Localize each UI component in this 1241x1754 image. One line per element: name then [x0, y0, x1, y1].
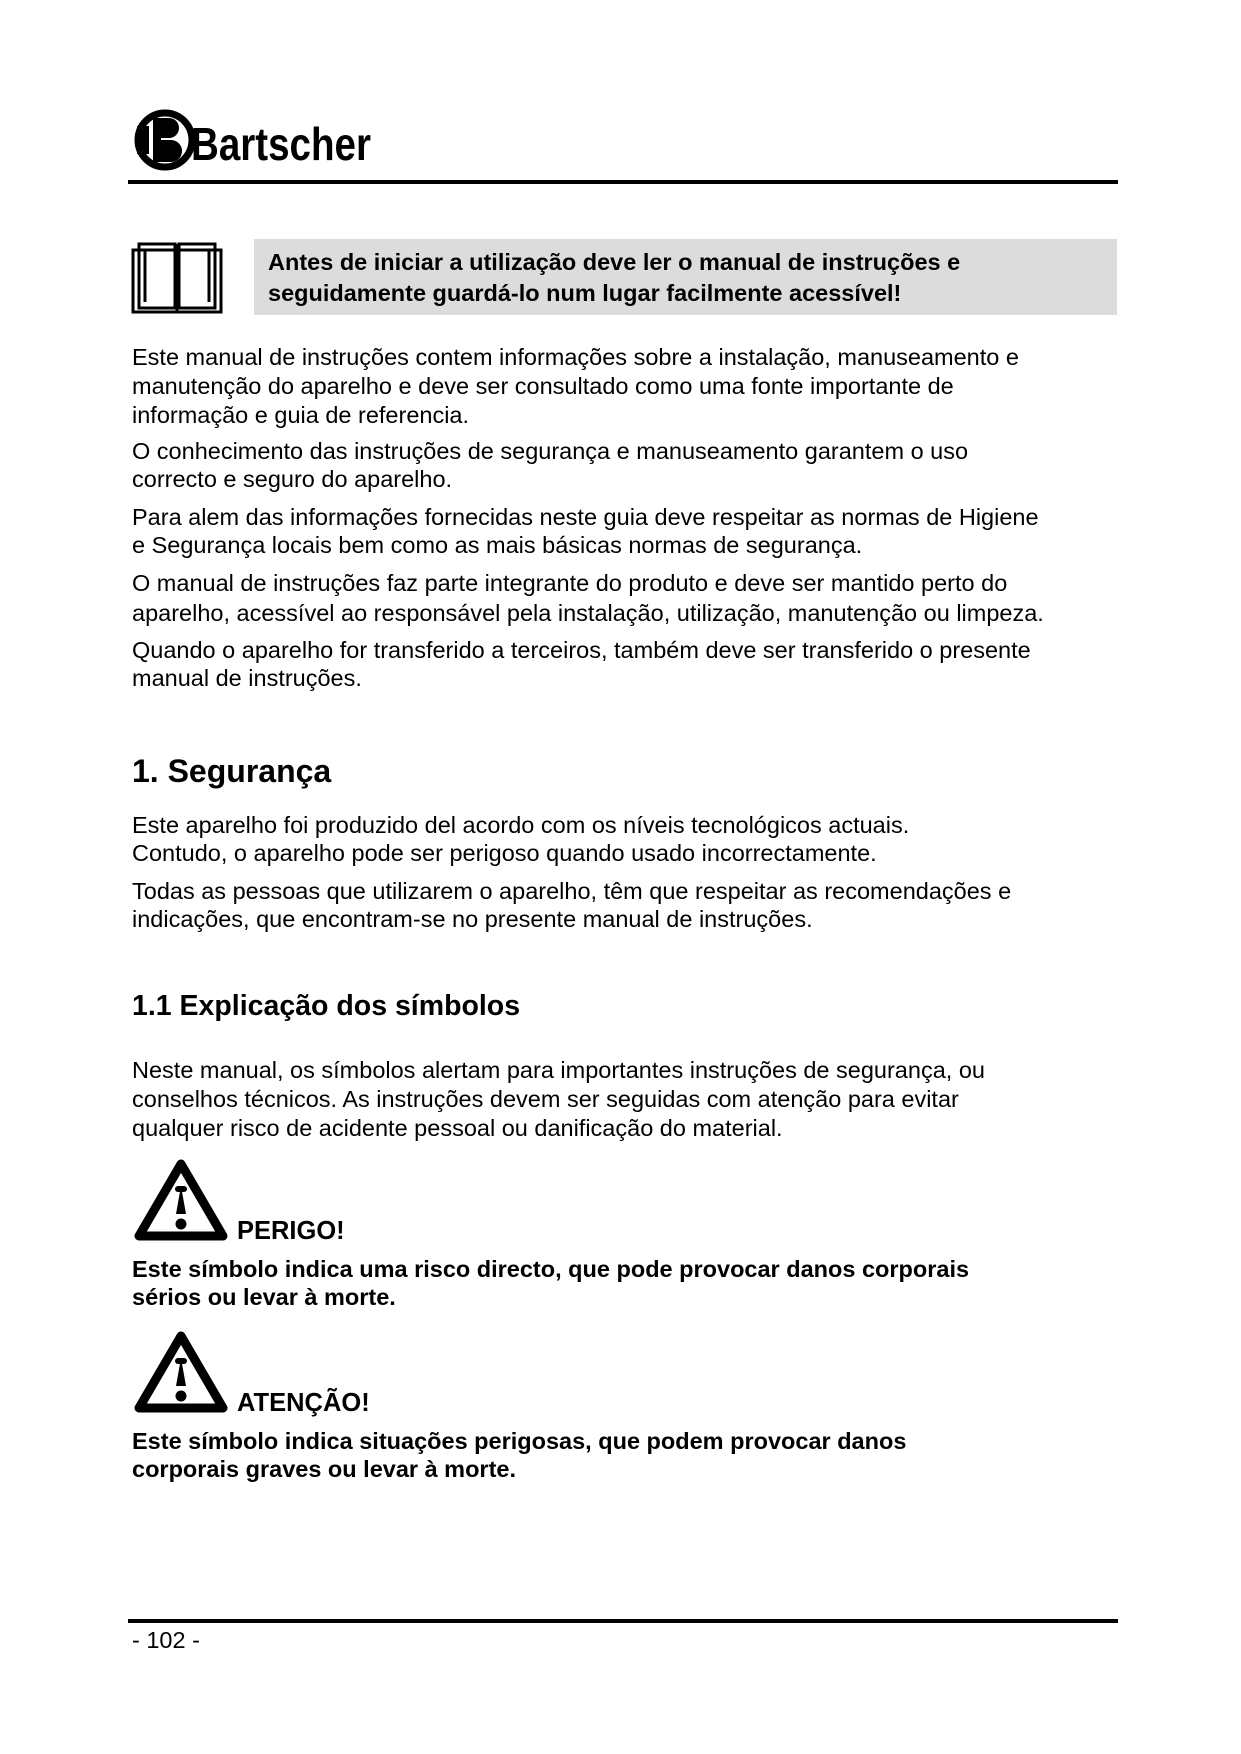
bartscher-logo-mark [135, 100, 375, 180]
safety-paragraph-1: Este aparelho foi produzido del acordo com os níveis tecnológicos actuais. Contudo, o aparelho pode ser perigoso quando usado incorrectamente. [132, 812, 910, 866]
bartscher-logo [135, 100, 375, 180]
header-rule [128, 180, 1118, 184]
read-manual-notice [254, 239, 1117, 315]
warning-triangle-icon [133, 1330, 229, 1416]
perigo-label: PERIGO! [237, 1217, 345, 1245]
intro-paragraph-5: Quando o aparelho for transferido a terceiros, também deve ser transferido o presente manual de instruções. [132, 637, 1031, 691]
section-heading-seguranca: 1. Segurança [132, 753, 332, 789]
atencao-label: ATENÇÃO! [237, 1389, 370, 1417]
footer-rule [128, 1619, 1118, 1623]
page-number: - 102 - [132, 1627, 200, 1653]
intro-paragraph-1: Este manual de instruções contem informações sobre a instalação, manuseamento e manutenção do aparelho e deve ser consultado como uma fonte importante de informação e guia de referencia. [132, 344, 1019, 428]
logo-text: Bartscher [191, 118, 372, 170]
perigo-description: Este símbolo indica uma risco directo, que pode provocar danos corporais sérios ou levar à morte. [132, 1256, 970, 1310]
open-book-icon [131, 240, 223, 316]
atencao-description: Este símbolo indica situações perigosas, que podem provocar danos corporais graves ou levar à morte. [132, 1428, 907, 1482]
safety-paragraph-2: Todas as pessoas que utilizarem o aparelho, têm que respeitar as recomendações e indicações, que encontram-se no presente manual de instruções. [132, 878, 1012, 932]
intro-paragraph-4: O manual de instruções faz parte integrante do produto e deve ser mantido perto do aparelho, acessível ao responsável pela instalação, utilização, manutenção ou limpeza. [132, 570, 1044, 626]
intro-paragraph-3: Para alem das informações fornecidas neste guia deve respeitar as normas de Higiene e Segurança locais bem como as mais básicas normas de segurança. [132, 504, 1039, 558]
warning-triangle-icon [133, 1158, 229, 1244]
symbols-paragraph: Neste manual, os símbolos alertam para importantes instruções de segurança, ou conselhos técnicos. As instruções devem ser seguidas com atenção para evitar qualquer risco de acidente pessoal ou danificação do material. [132, 1057, 985, 1141]
intro-paragraph-2: O conhecimento das instruções de segurança e manuseamento garantem o uso correcto e seguro do aparelho. [132, 438, 969, 492]
notice-line: seguidamente guardá-lo num lugar facilmente acessível! [268, 280, 902, 306]
notice-line: Antes de iniciar a utilização deve ler o manual de instruções e [268, 249, 961, 275]
section-heading-simbolos: 1.1 Explicação dos símbolos [132, 990, 521, 1022]
